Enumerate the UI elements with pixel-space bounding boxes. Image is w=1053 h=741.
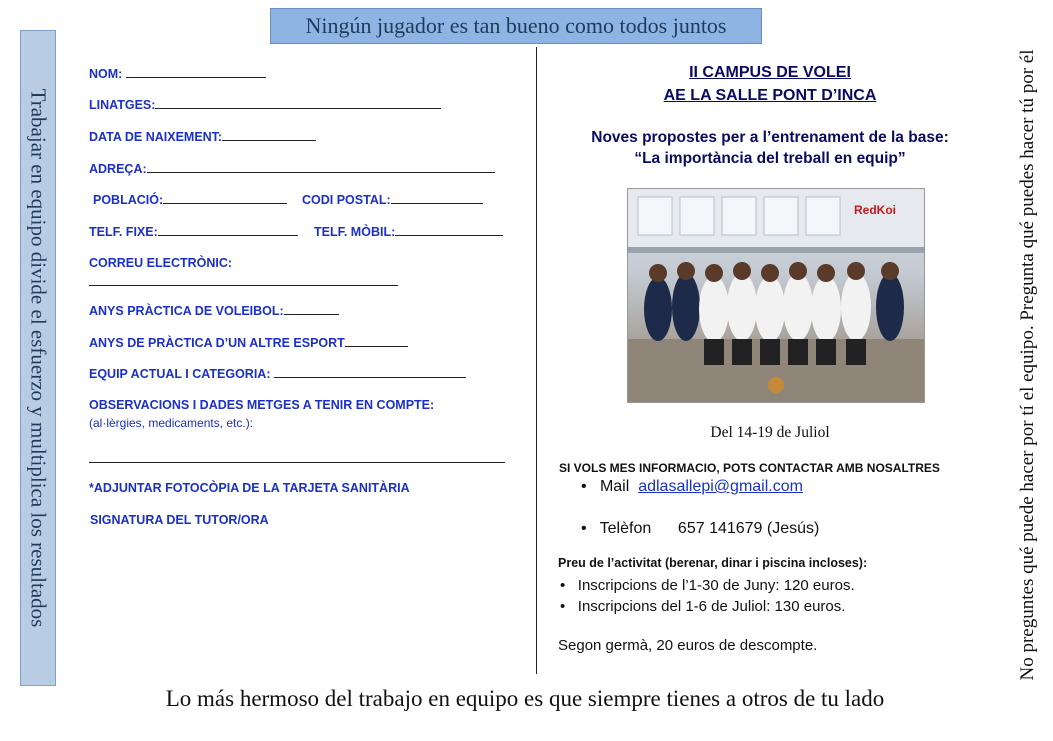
field-adreca-label: ADREÇA: — [89, 162, 147, 176]
field-observacions — [89, 398, 434, 412]
field-equip-actual-label: EQUIP ACTUAL I CATEGORIA: — [89, 367, 271, 381]
contact-title: SI VOLS MES INFORMACIO, POTS CONTACTAR AMB NOSALTRES — [559, 461, 940, 475]
field-telf-mobil-label: TELF. MÒBIL: — [314, 225, 396, 239]
contact-phone-label: Telèfon — [599, 520, 652, 537]
bullet-icon: • — [560, 598, 566, 615]
top-banner — [270, 8, 762, 44]
field-equip-actual-line[interactable] — [274, 366, 466, 378]
price-line-2-text: Inscripcions del 1-6 de Juliol: 130 euros. — [577, 598, 846, 615]
field-linatges-label: LINATGES: — [89, 98, 156, 112]
event-title-line2: AE LA SALLE PONT D’INCA — [663, 87, 877, 104]
field-correu — [89, 256, 232, 270]
team-huddle-photo — [627, 188, 925, 403]
field-observacions-label: OBSERVACIONS I DADES METGES A TENIR EN COMPTE: — [89, 398, 435, 412]
field-linatges — [89, 97, 441, 112]
bullet-icon: • — [581, 520, 587, 537]
field-codi-postal-label: CODI POSTAL: — [302, 193, 391, 207]
field-nom-line[interactable] — [126, 66, 266, 78]
event-dates: Del 14-19 de Juliol — [710, 424, 830, 441]
field-adreca — [89, 161, 495, 176]
price-line-1-text: Inscripcions de l’1-30 de Juny: 120 euros. — [577, 577, 855, 594]
field-anys-altre — [89, 335, 408, 350]
field-telf-mobil-line[interactable] — [395, 224, 503, 236]
field-correu-line[interactable] — [89, 285, 398, 286]
column-divider — [536, 47, 537, 674]
observacions-note: (al·lèrgies, medicaments, etc.): — [89, 416, 254, 430]
event-title-line1: II CAMPUS DE VOLEI — [689, 64, 851, 81]
bottom-quote: Lo más hermoso del trabajo en equipo es que siempre tienes a otros de tu lado — [165, 686, 885, 711]
team-huddle-illustration — [628, 189, 924, 402]
top-banner-text: Ningún jugador es tan bueno como todos juntos — [305, 13, 727, 38]
field-poblacio — [93, 192, 287, 207]
field-anys-voleibol-label: ANYS PRÀCTICA DE VOLEIBOL: — [89, 304, 284, 318]
bullet-icon: • — [581, 478, 587, 495]
photo-sign: RedKoi — [854, 203, 896, 217]
price-line-1 — [560, 577, 855, 594]
field-linatges-line[interactable] — [155, 97, 441, 109]
field-observacions-line[interactable] — [89, 462, 505, 463]
left-side-banner — [20, 30, 56, 686]
field-data-naixement-label: DATA DE NAIXEMENT: — [89, 130, 223, 144]
contact-mail-link[interactable]: adlasallepi@gmail.com — [638, 478, 803, 495]
field-signatura — [90, 513, 269, 527]
field-telf-mobil — [314, 224, 503, 239]
contact-mail-label: Mail — [599, 478, 630, 495]
adjuntar-note-text: *ADJUNTAR FOTOCÒPIA DE LA TARJETA SANITÀRIA — [89, 481, 410, 495]
bullet-icon: • — [560, 577, 566, 594]
price-title: Preu de l’activitat (berenar, dinar i piscina incloses): — [558, 556, 868, 570]
event-subtitle-line2: “La importància del treball en equip” — [634, 150, 906, 167]
field-signatura-label: SIGNATURA DEL TUTOR/ORA — [90, 513, 269, 527]
field-anys-voleibol — [89, 303, 339, 318]
field-anys-altre-line[interactable] — [345, 335, 408, 347]
field-data-naixement — [89, 129, 316, 144]
field-equip-actual — [89, 366, 466, 381]
field-anys-altre-label: ANYS DE PRÀCTICA D’UN ALTRE ESPORT — [89, 336, 345, 350]
field-codi-postal — [302, 192, 483, 207]
sibling-discount: Segon germà, 20 euros de descompte. — [558, 637, 818, 654]
field-poblacio-line[interactable] — [163, 192, 287, 204]
field-correu-label: CORREU ELECTRÒNIC: — [89, 256, 233, 270]
contact-mail — [581, 478, 803, 496]
price-line-2 — [560, 598, 845, 615]
contact-phone — [581, 520, 819, 538]
field-telf-fixe — [89, 224, 298, 239]
field-telf-fixe-label: TELF. FIXE: — [89, 225, 158, 239]
field-poblacio-label: POBLACIÓ: — [93, 193, 164, 207]
field-telf-fixe-line[interactable] — [158, 224, 298, 236]
right-side-text: No preguntes qué puede hacer por tí el equipo. Pregunta qué puedes hacer tú por él — [1017, 49, 1038, 681]
left-side-text: Trabajar en equipo divide el esfuerzo y multiplica los resultados — [26, 88, 51, 628]
field-anys-voleibol-line[interactable] — [284, 303, 339, 315]
contact-phone-value: 657 141679 (Jesús) — [677, 520, 820, 537]
field-nom — [89, 66, 266, 81]
field-adreca-line[interactable] — [147, 161, 495, 173]
field-codi-postal-line[interactable] — [391, 192, 483, 204]
event-subtitle-line1: Noves propostes per a l’entrenament de la base: — [591, 129, 949, 146]
adjuntar-note — [89, 481, 410, 495]
field-data-naixement-line[interactable] — [222, 129, 316, 141]
field-nom-label: NOM: — [89, 67, 123, 81]
